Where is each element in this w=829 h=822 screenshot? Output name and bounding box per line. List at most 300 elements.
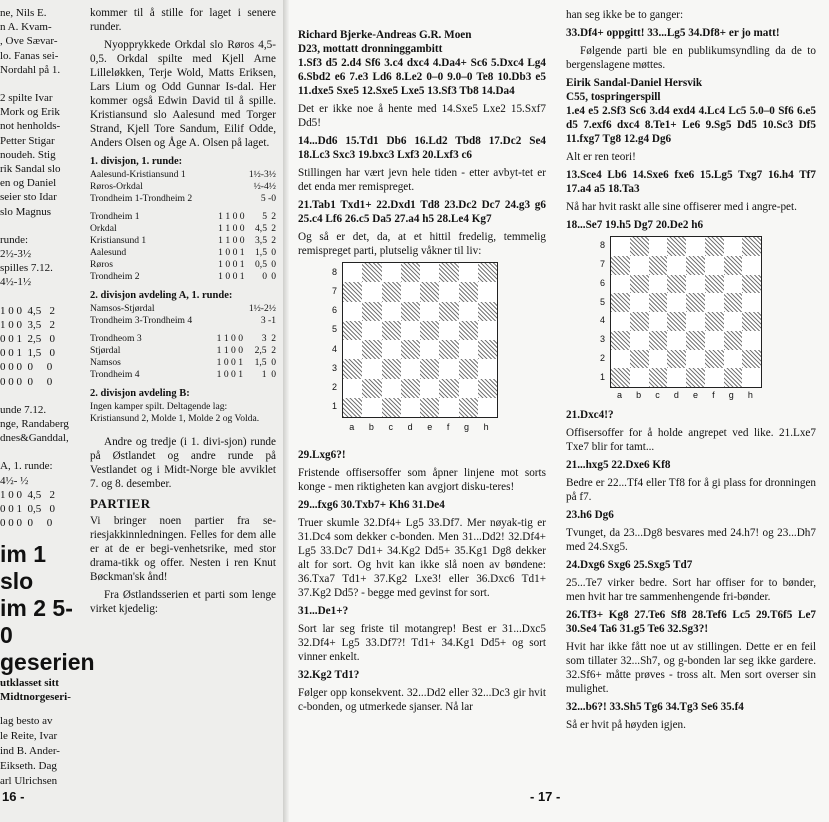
table-cell: 1 1 0 0 xyxy=(216,345,244,356)
table-cell: 1,5 xyxy=(254,357,267,368)
board-square xyxy=(459,398,478,417)
table-cell: 1 1 0 0 xyxy=(218,235,245,246)
game2-moves-6: 23.h6 Dg6 xyxy=(566,509,614,521)
standings-row xyxy=(90,247,276,259)
board-square xyxy=(459,302,478,321)
board-square xyxy=(439,398,458,417)
table-cell: Trondheim 1-Trondheim 2 xyxy=(90,193,193,204)
board-square xyxy=(742,368,761,387)
board-square xyxy=(667,293,686,312)
board-square xyxy=(420,263,439,282)
standings-row xyxy=(90,211,276,223)
table-cell: 1 0 0 1 xyxy=(218,247,245,258)
standings-row xyxy=(90,369,276,381)
cut-off-text-line: 0 0 0 0 0 xyxy=(0,361,53,374)
file-label: f xyxy=(712,390,715,400)
board-square xyxy=(705,350,724,369)
board-square xyxy=(362,379,381,398)
table-cell: 3,5 xyxy=(255,235,267,246)
board-square xyxy=(742,331,761,350)
table-cell: 1½-3½ xyxy=(248,169,276,180)
board-square xyxy=(611,293,630,312)
board-square xyxy=(724,256,743,275)
game1-moves-7: 32.Kg2 Td1? xyxy=(298,669,360,681)
standings-row xyxy=(90,235,276,247)
file-label: d xyxy=(407,422,413,432)
board-square xyxy=(420,359,439,378)
board-square xyxy=(724,368,743,387)
board-square xyxy=(742,275,761,294)
board-square xyxy=(343,263,362,282)
game2-moves-4: 21.Dxc4!? xyxy=(566,409,614,421)
game1-players: Richard Bjerke-Andreas G.R. Moen xyxy=(298,29,472,41)
board-square xyxy=(686,275,705,294)
game2-note-9: Så er hvit på høyden igjen. xyxy=(566,719,686,731)
page-fold xyxy=(283,0,289,822)
board-square xyxy=(382,302,401,321)
cut-off-text-line: ind B. Ander- xyxy=(0,744,60,757)
rank-label: 8 xyxy=(600,240,606,251)
board-square xyxy=(420,379,439,398)
board-square xyxy=(649,293,668,312)
table-cell: Trondheom 3 xyxy=(90,333,142,344)
board-square xyxy=(742,312,761,331)
cut-off-text-line: 4½- ½ xyxy=(0,474,29,487)
board-square xyxy=(611,237,630,256)
board-square xyxy=(649,275,668,294)
board-square xyxy=(742,293,761,312)
cut-off-text-line: en og Daniel xyxy=(0,177,57,190)
board-square xyxy=(343,379,362,398)
table-cell: 1 1 0 0 xyxy=(216,333,244,344)
board2-grid xyxy=(610,236,762,388)
headline-line-1: im 1 slo xyxy=(0,540,47,594)
game2-moves: 1.e4 e5 2.Sf3 Sc6 3.d4 exd4 4.Lc4 Lc5 5.0–0 Sf6 6.e5 d5 7.exf6 dxc4 8.Te1+ Le6 9.Sg5 Dd5 10.Sc3 Df5 11.fxg7 Tg8 12.g4 Dg6 xyxy=(566,105,816,145)
board-square xyxy=(742,350,761,369)
cut-off-text-line: 2½-3½ xyxy=(0,248,32,261)
table-cell: Namsos xyxy=(90,357,121,368)
table-cell: Trondheim 2 xyxy=(90,271,140,282)
subheadline-line-2: Midtnorgeseri- xyxy=(0,690,71,703)
rank-label: 3 xyxy=(332,362,338,373)
game2-moves-3: 18...Se7 19.h5 Dg7 20.De2 h6 xyxy=(566,219,704,231)
rank-label: 7 xyxy=(600,259,606,270)
board-square xyxy=(401,302,420,321)
cut-off-text-line: Mork og Erik xyxy=(0,106,60,119)
cut-off-text-line: spilles 7.12. xyxy=(0,262,53,275)
table-cell: 1 0 0 1 xyxy=(218,271,245,282)
board-square xyxy=(362,282,381,301)
board-square xyxy=(649,237,668,256)
div2a-heading: 2. divisjon avdeling A, 1. runde: xyxy=(90,290,233,301)
right-column-d xyxy=(566,8,816,736)
board-square xyxy=(630,312,649,331)
game1-moves-2: 14...Dd6 15.Td1 Db6 16.Ld2 Tbd8 17.Dc2 Se4 18.Lc3 Sxc3 19.bxc3 Lxf3 20.Lxf3 c6 xyxy=(298,135,546,161)
board-square xyxy=(649,256,668,275)
board-square xyxy=(686,368,705,387)
game2-note-7: 25...Te7 virker bedre. Sort har offiser for to bønder, men hvit har tre sammenhengende fri-bønder. xyxy=(566,577,816,603)
right-column-c xyxy=(298,28,546,718)
board-square xyxy=(724,237,743,256)
rank-label: 8 xyxy=(332,266,338,277)
game1-note-3: Og så er det, da, at et hittil fredelig, temmelig remispreget parti, plutselig våkner til liv: xyxy=(298,231,546,257)
file-label: h xyxy=(747,390,753,400)
div1-matches xyxy=(90,169,276,205)
table-cell: Kristiansund 1 xyxy=(90,235,147,246)
table-cell: 5 xyxy=(262,211,267,222)
board-square xyxy=(343,359,362,378)
board-square xyxy=(439,340,458,359)
file-label: a xyxy=(349,422,355,432)
table-cell: 5 -0 xyxy=(260,193,276,204)
game1-opening: D23, mottatt dronninggambitt xyxy=(298,43,443,55)
table-cell: 0 xyxy=(271,357,276,368)
board-square xyxy=(343,340,362,359)
board-square xyxy=(439,302,458,321)
standings-row xyxy=(90,223,276,235)
board-square xyxy=(667,350,686,369)
div1-standings xyxy=(90,211,276,283)
table-cell: 1½-2½ xyxy=(248,303,276,314)
game1-note-4: Fristende offisersoffer som åpner linjene mot sorts konge - men riktigheten kan avgjort disku-teres! xyxy=(298,467,546,493)
cut-off-text-line xyxy=(0,290,78,304)
intro-paragraph-2: Nyopprykkede Orkdal slo Røros 4,5-0,5. Orkdal spilte med Kjell Arne Lilleløkken, Terje Wold, Matts Eriksen, Lars Lium og Odd Gunnar Is-dal. Her kommer også Edwin David til å spille. Kristiansund slo Aalesund med Torger Strand, Kjell Tore Sandum, Eilif Odde, Anders Olsen og Åge A. Olsen på laget. xyxy=(90,39,276,149)
table-cell: 2 xyxy=(271,345,276,356)
rank-label: 6 xyxy=(332,305,338,316)
table-cell: 1,5 xyxy=(255,247,267,258)
board-square xyxy=(401,340,420,359)
rank-label: 5 xyxy=(332,324,338,335)
board-square xyxy=(401,398,420,417)
left-page-number: 16 - xyxy=(2,789,25,804)
cut-off-text-line: unde 7.12. xyxy=(0,403,47,416)
board1-rank-labels xyxy=(332,262,337,416)
game2-note-2: Nå har hvit raskt alle sine offiserer med i angre-pet. xyxy=(566,201,797,213)
board-square xyxy=(478,340,497,359)
board-square xyxy=(362,263,381,282)
cut-off-text-line: 0 0 1 2,5 0 xyxy=(0,333,55,346)
file-label: c xyxy=(655,390,660,400)
board-square xyxy=(667,237,686,256)
board-square xyxy=(649,312,668,331)
board-square xyxy=(343,282,362,301)
chess-diagram-2 xyxy=(600,236,810,408)
rank-label: 3 xyxy=(600,334,606,345)
game2-note-4: Offisersoffer for å holde angrepet ved like. 21.Lxe7 Txe7 blir for tamt... xyxy=(566,427,816,453)
table-cell: 1 1 0 0 xyxy=(218,223,245,234)
cut-off-text-line: rik Sandal slo xyxy=(0,163,61,176)
board-square xyxy=(401,321,420,340)
board-square xyxy=(362,340,381,359)
board-square xyxy=(630,350,649,369)
board-square xyxy=(420,321,439,340)
match-row xyxy=(90,193,276,205)
table-cell: 2,5 xyxy=(254,345,267,356)
board-square xyxy=(742,256,761,275)
file-label: a xyxy=(617,390,623,400)
outro-paragraph: Andre og tredje (i 1. divi-sjon) runde på Østlandet og andre runde på Vestlandet og i Midt-Norge ble avviklet 7. og 8. desember. xyxy=(90,436,276,490)
file-label: b xyxy=(636,390,642,400)
board-square xyxy=(401,379,420,398)
standings-row xyxy=(90,357,276,369)
board-square xyxy=(459,359,478,378)
cut-off-text-line: runde: xyxy=(0,233,29,246)
table-cell: Orkdal xyxy=(90,223,117,234)
table-cell: 1 xyxy=(261,369,267,380)
cut-off-text-line: nge, Randaberg xyxy=(0,418,69,431)
cut-off-text-line: 1 0 0 4,5 2 xyxy=(0,488,55,501)
board-square xyxy=(686,350,705,369)
table-cell: Aalesund-Kristiansund 1 xyxy=(90,169,186,180)
board-square xyxy=(630,331,649,350)
board-square xyxy=(478,379,497,398)
board-square xyxy=(742,237,761,256)
headline-line-3: geserien xyxy=(0,648,95,675)
chess-diagram-1 xyxy=(332,262,528,448)
board-square xyxy=(343,321,362,340)
table-cell: 0 xyxy=(262,271,267,282)
game1-moves-3: 21.Tab1 Txd1+ 22.Dxd1 Td8 23.Dc2 Dc7 24.g3 g6 25.c4 Lf6 26.c5 Da5 27.a4 h5 28.Le4 Kg7 xyxy=(298,199,546,225)
intro-paragraph-1: kommer til å stille for laget i senere runder. xyxy=(90,7,276,33)
board-square xyxy=(382,340,401,359)
board-square xyxy=(686,312,705,331)
game2-players: Eirik Sandal-Daniel Hersvik xyxy=(566,77,703,89)
board-square xyxy=(630,275,649,294)
board-square xyxy=(459,379,478,398)
game1-note-continued: han seg ikke be to ganger: xyxy=(566,9,684,21)
game1-note-1: Det er ikke noe å hente med 14.Sxe5 Lxe2 15.Sxf7 Dd5! xyxy=(298,103,546,129)
board1-file-labels xyxy=(342,420,496,434)
div2a-matches xyxy=(90,303,276,327)
board-square xyxy=(459,340,478,359)
table-cell: 1 1 0 0 xyxy=(218,211,245,222)
board-square xyxy=(724,331,743,350)
cut-off-text-line: lag besto av xyxy=(0,714,53,727)
table-cell: 0 xyxy=(271,259,276,270)
cut-off-text-line: dnes&Ganddal, xyxy=(0,432,69,445)
board-square xyxy=(686,293,705,312)
table-cell: Trondheim 4 xyxy=(90,369,140,380)
board-square xyxy=(382,321,401,340)
game2-moves-2: 13.Sce4 Lb6 14.Sxe6 fxe6 15.Lg5 Txg7 16.h4 Tf7 17.a4 a5 18.Ta3 xyxy=(566,169,816,195)
table-cell: 1 0 0 1 xyxy=(216,357,244,368)
board-square xyxy=(478,398,497,417)
file-label: b xyxy=(368,422,374,432)
left-column-a xyxy=(0,6,95,789)
cut-off-text-line: not henholds- xyxy=(0,120,61,133)
game1-note-6: Sort lar seg friste til motangrep! Best er 31...Dxc5 32.Df4+ Lg5 33.Df7?! Td1+ 34.Kg1 Dd5+ og sort vinner enkelt. xyxy=(298,623,546,663)
partier-heading: PARTIER xyxy=(90,496,151,511)
board-square xyxy=(439,359,458,378)
board-square xyxy=(439,282,458,301)
board-square xyxy=(401,359,420,378)
board-square xyxy=(667,331,686,350)
standings-row xyxy=(90,345,276,357)
table-cell: 1 0 0 1 xyxy=(218,259,245,270)
board-square xyxy=(667,368,686,387)
cut-off-text-line: lo. Fanas sei- xyxy=(0,49,59,62)
board-square xyxy=(343,302,362,321)
board-square xyxy=(382,282,401,301)
board-square xyxy=(401,282,420,301)
board-square xyxy=(705,237,724,256)
match-row xyxy=(90,169,276,181)
rank-label: 2 xyxy=(332,382,338,393)
table-cell: 1 0 0 1 xyxy=(216,369,244,380)
cut-off-text-line: , Ove Sævar- xyxy=(0,35,58,48)
div2a-standings xyxy=(90,333,276,381)
game2-intro: Følgende parti ble en publikumsyndling da de to bergenslagene møttes. xyxy=(566,45,816,71)
file-label: g xyxy=(728,390,734,400)
table-cell: 0 xyxy=(271,247,276,258)
cut-off-text-line: Nordahl på 1. xyxy=(0,63,61,76)
game1-note-7: Følger opp konsekvent. 32...Dd2 eller 32...Dc3 gir hvit c-bonden, og utmerkede sjanser. Nå lar xyxy=(298,687,546,713)
file-label: f xyxy=(446,422,450,432)
board-square xyxy=(459,282,478,301)
cut-off-text-line: Petter Stigar xyxy=(0,134,55,147)
table-cell: ½-4½ xyxy=(253,181,276,192)
board-square xyxy=(611,312,630,331)
left-column-b xyxy=(90,6,276,620)
div2b-text: Ingen kamper spilt. Deltagende lag: Kristiansund 2, Molde 1, Molde 2 og Volda. xyxy=(90,401,260,424)
cut-off-text-line: le Reite, Ivar xyxy=(0,729,58,742)
cut-off-text-line: arl Ulrichsen xyxy=(0,774,58,787)
board-square xyxy=(611,256,630,275)
rank-label: 1 xyxy=(600,371,606,382)
board-square xyxy=(459,263,478,282)
game1-note-5: Truer skumle 32.Df4+ Lg5 33.Df7. Mer nøyak-tig er 31.Dc4 som dekker c-bonden. Men 31...Dd2! 32.Df4+ Lg5 33.Dc7 Dd1+ 34.Kg2 Dd5+ 35.Kg1 Dg8 dekker alt for sort. Og hvit kan ikke slå noen av bøndene: 36.Txa7 Td1+ 37.Kg2 Lxe3! eller 36.Dxc6 Td1+ 37.Kg2 Dd5? - begge med gevinst for sort. xyxy=(298,517,546,599)
board-square xyxy=(478,359,497,378)
cut-off-text-line: 0 0 0 0 0 xyxy=(0,375,53,388)
table-cell: 3 -1 xyxy=(260,315,276,326)
rank-label: 2 xyxy=(600,352,606,363)
file-label: g xyxy=(464,422,470,432)
right-page-number: - 17 - xyxy=(530,789,561,804)
board-square xyxy=(649,331,668,350)
table-cell: 2 xyxy=(271,223,276,234)
board-square xyxy=(478,282,497,301)
standings-row xyxy=(90,333,276,345)
file-label: d xyxy=(673,390,679,400)
board-square xyxy=(724,350,743,369)
board-square xyxy=(382,379,401,398)
standings-row xyxy=(90,271,276,283)
table-cell: 0,5 xyxy=(255,259,267,270)
file-label: h xyxy=(483,422,489,432)
game2-note-6: Tvunget, da 23...Dg8 besvares med 24.h7! og 23...Dh7 med 24.Sxg5. xyxy=(566,527,816,553)
cut-off-text-line xyxy=(0,389,78,403)
match-row xyxy=(90,303,276,315)
board-square xyxy=(362,321,381,340)
board-square xyxy=(705,331,724,350)
standings-row xyxy=(90,259,276,271)
cut-off-text-line: 1 0 0 3,5 2 xyxy=(0,318,55,331)
table-cell: 0 xyxy=(271,369,276,380)
table-cell: Trondheim 1 xyxy=(90,211,140,222)
board-square xyxy=(362,359,381,378)
board-square xyxy=(686,256,705,275)
board-square xyxy=(705,275,724,294)
match-row xyxy=(90,315,276,327)
table-cell: Røros-Orkdal xyxy=(90,181,143,192)
board-square xyxy=(705,256,724,275)
cut-off-text-line: 4½-1½ xyxy=(0,276,32,289)
game2-moves-8: 26.Tf3+ Kg8 27.Te6 Sf8 28.Tef6 Lc5 29.T6f5 Le7 30.Se4 Ta6 31.g5 Te6 32.Sg3?! xyxy=(566,609,816,635)
board-square xyxy=(630,237,649,256)
board-square xyxy=(630,256,649,275)
board-square xyxy=(401,263,420,282)
game2-note-8: Hvit har ikke fått noe ut av stillingen. Dette er en feil som tillater 32...Sh7, og g-bonden lar seg ikke gardere. 32.Sf6+ måtte prøves - tross alt. Men sort overser sin mulighet. xyxy=(566,641,816,695)
board-square xyxy=(382,263,401,282)
rank-label: 6 xyxy=(600,277,606,288)
partier-paragraph-2: Fra Østlandsserien et parti som lenge virket kjedelig: xyxy=(90,589,276,615)
game1-moves-5: 29...fxg6 30.Txb7+ Kh6 31.De4 xyxy=(298,499,445,511)
board-square xyxy=(459,321,478,340)
board1-grid xyxy=(342,262,498,418)
headline-line-2: im 2 5-0 xyxy=(0,594,73,648)
cut-off-text-line xyxy=(0,77,78,91)
table-cell: Trondheim 3-Trondheim 4 xyxy=(90,315,193,326)
table-cell: 4,5 xyxy=(255,223,267,234)
table-cell: Aalesund xyxy=(90,247,127,258)
board-square xyxy=(439,321,458,340)
board-square xyxy=(420,340,439,359)
board-square xyxy=(705,312,724,331)
cut-off-text-line: ne, Nils E. xyxy=(0,7,47,19)
board-square xyxy=(478,263,497,282)
board-square xyxy=(649,368,668,387)
board-square xyxy=(724,312,743,331)
subheadline-line-1: utklasset sitt xyxy=(0,676,59,689)
board-square xyxy=(724,293,743,312)
rank-label: 5 xyxy=(600,296,606,307)
rank-label: 4 xyxy=(600,315,606,326)
game1-moves: 1.Sf3 d5 2.d4 Sf6 3.c4 dxc4 4.Da4+ Sc6 5.Dxc4 Lg4 6.Sbd2 e6 7.e3 Ld6 8.Le2 0–0 9.0–0 Te8 10.Db3 e5 11.dxe5 Sxe5 12.Sxe5 Lxe5 13.Sf3 Tb8 14.Da4 xyxy=(298,57,546,97)
table-cell: 0 xyxy=(271,271,276,282)
rank-label: 7 xyxy=(332,285,338,296)
game2-moves-9: 32...b6?! 33.Sh5 Tg6 34.Tg3 Se6 35.f4 xyxy=(566,701,744,713)
board-square xyxy=(439,263,458,282)
board-square xyxy=(478,302,497,321)
board-square xyxy=(611,275,630,294)
board-square xyxy=(667,275,686,294)
game2-opening: C55, tospringerspill xyxy=(566,91,661,103)
cut-off-text-line: n A. Kvam- xyxy=(0,21,52,34)
cut-off-text-line: A, 1. runde: xyxy=(0,460,53,473)
file-label: e xyxy=(427,422,433,432)
table-cell: 2 xyxy=(271,211,276,222)
board-square xyxy=(705,293,724,312)
cut-off-text-line: 1 0 0 4,5 2 xyxy=(0,304,55,317)
cut-off-text-line: noudeh. Stig xyxy=(0,148,56,161)
board-square xyxy=(686,331,705,350)
table-cell: 3 xyxy=(261,333,267,344)
board-square xyxy=(705,368,724,387)
board-square xyxy=(420,302,439,321)
cut-off-text-line: 0 0 1 0,5 0 xyxy=(0,503,55,516)
board-square xyxy=(667,256,686,275)
board-square xyxy=(420,398,439,417)
table-cell: 2 xyxy=(271,333,276,344)
board-square xyxy=(611,368,630,387)
board-square xyxy=(649,350,668,369)
cut-off-text-line: 0 0 1 1,5 0 xyxy=(0,347,55,360)
board-square xyxy=(611,331,630,350)
div1-heading: 1. divisjon, 1. runde: xyxy=(90,156,183,167)
board-square xyxy=(630,293,649,312)
cut-off-text-line: 2 spilte Ivar xyxy=(0,92,53,105)
match-row xyxy=(90,181,276,193)
